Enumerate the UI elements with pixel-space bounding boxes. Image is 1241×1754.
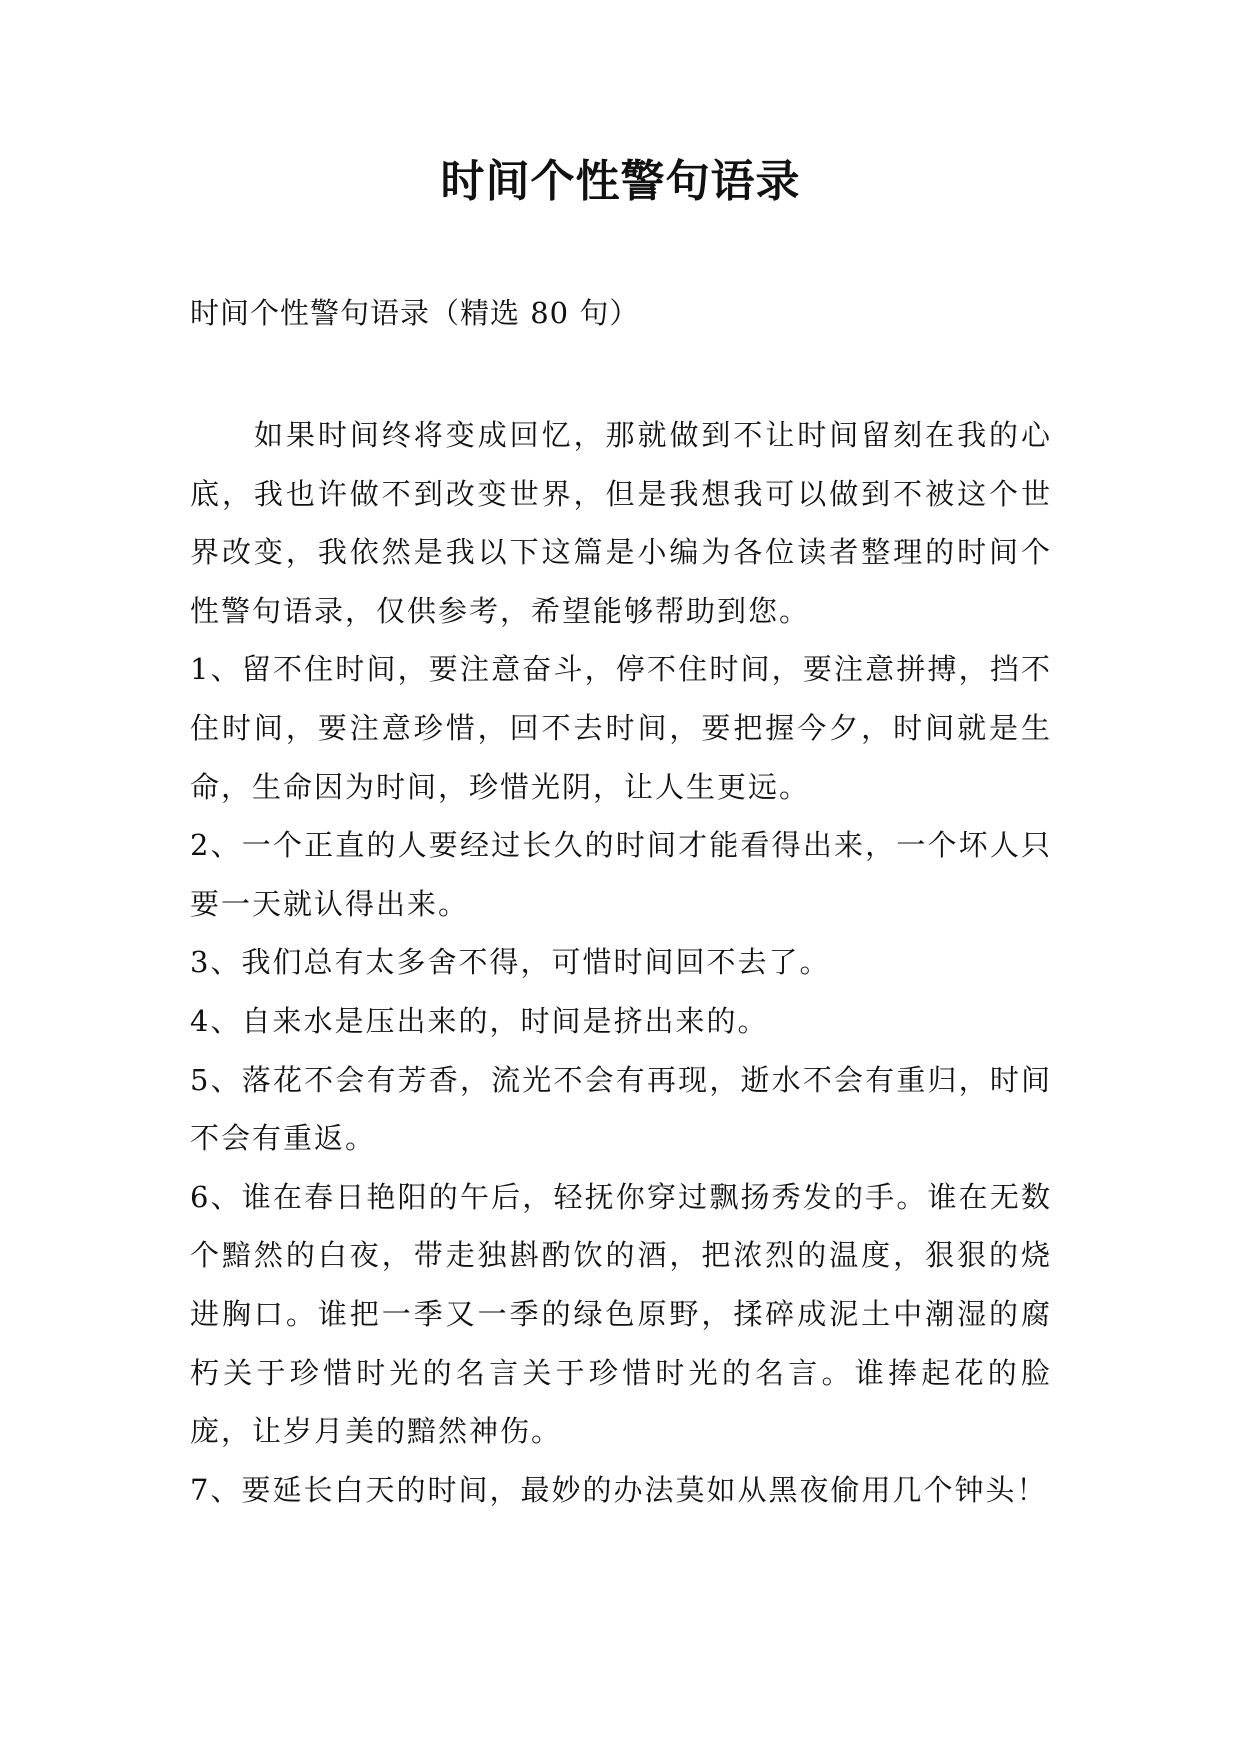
quote-item-2: 2、一个正直的人要经过长久的时间才能看得出来，一个坏人只要一天就认得出来。 <box>190 828 1052 921</box>
quote-item-4: 4、自来水是压出来的，时间是挤出来的。 <box>190 1003 769 1038</box>
intro-paragraph: 如果时间终将变成回忆，那就做到不让时间留刻在我的心底，我也许做不到改变世界，但是我想我可以做到不被这个世界改变，我依然是我以下这篇是小编为各位读者整理的时间个性警句语录，仅供参考，希望能够帮助到您。 <box>190 418 1052 628</box>
document-subtitle: 时间个性警句语录（精选 80 句） <box>190 296 640 330</box>
document-body <box>190 406 1052 1519</box>
quote-item-5: 5、落花不会有芳香，流光不会有再现，逝水不会有重归，时间不会有重返。 <box>190 1062 1052 1156</box>
quote-item-1: 1、留不住时间，要注意奋斗，停不住时间，要注意拼搏，挡不住时间，要注意珍惜，回不去时间，要把握今夕，时间就是生命，生命因为时间，珍惜光阴，让人生更远。 <box>190 652 1052 804</box>
quote-item-7: 7、要延长白天的时间，最妙的办法莫如从黑夜偷用几个钟头！ <box>190 1472 1048 1507</box>
quote-item-3: 3、我们总有太多舍不得，可惜时间回不去了。 <box>190 945 831 980</box>
quote-item-6: 6、谁在春日艳阳的午后，轻抚你穿过飘扬秀发的手。谁在无数个黯然的白夜，带走独斟酌饮的酒，把浓烈的温度，狠狠的烧进胸口。谁把一季又一季的绿色原野，揉碎成泥土中潮湿的腐朽关于珍惜时光的名言关于珍惜时光的名言。谁捧起花的脸庞，让岁月美的黯然神伤。 <box>190 1179 1052 1449</box>
document-title: 时间个性警句语录 <box>440 156 801 207</box>
